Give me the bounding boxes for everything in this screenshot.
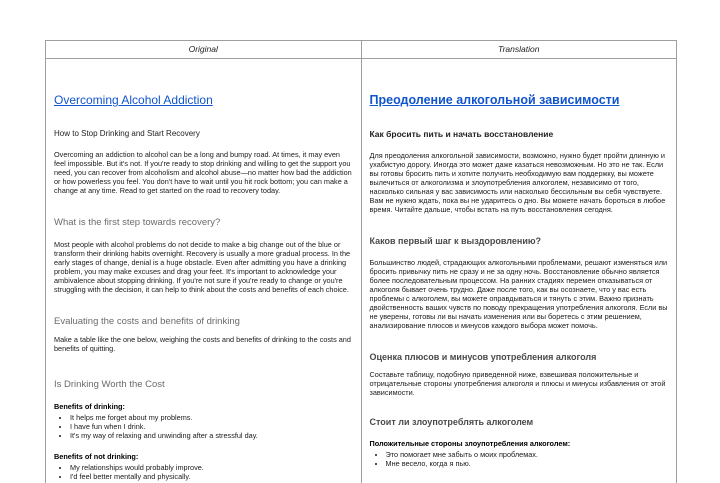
original-benefits-drinking-label: Benefits of drinking: xyxy=(54,402,125,411)
list-item: • My relationships would probably improve. xyxy=(70,463,353,472)
column-header-translation xyxy=(362,41,678,59)
translation-worth-heading: Стоит ли злоупотреблять алкоголем xyxy=(369,417,534,427)
list-item: • I have fun when I drink. xyxy=(70,422,353,431)
original-title-link[interactable]: Overcoming Alcohol Addiction xyxy=(54,93,213,107)
original-column xyxy=(46,59,362,483)
original-first-step-paragraph: Most people with alcohol problems do not decide to make a big change out of the blue or transform their drinking habits overnight. Recovery is usually a more gradual process. In the early stages of change, denial is a huge obstacle. Even after admitting you have a drinking problem, you may make excuses and drag your feet. It's important to acknowledge your ambivalence about stopping drinking. If you're not sure if you're ready to change or you're struggling with the decision, it can help to think about the costs and benefits of each choice. xyxy=(54,240,351,294)
translation-evaluating-paragraph: Составьте таблицу, подобную приведенной ниже, взвешивая положительные и отрицательные стороны употребления алкоголя и плюсы и минусы избавления от этой зависимости. xyxy=(369,370,666,397)
original-evaluating-heading: Evaluating the costs and benefits of drinking xyxy=(54,316,240,327)
list-item: • It's my way of relaxing and unwinding after a stressful day. xyxy=(70,431,353,440)
list-item: • Мне весело, когда я пью. xyxy=(386,459,669,468)
translation-benefits-drinking-list xyxy=(386,450,669,468)
original-evaluating-paragraph: Make a table like the one below, weighing the costs and benefits of drinking to the costs and benefits of quitting. xyxy=(54,335,351,353)
translation-first-step-heading: Каков первый шаг к выздоровлению? xyxy=(369,236,542,246)
translation-benefits-drinking-label: Положительные стороны злоупотребления алкоголем: xyxy=(369,439,571,448)
original-intro-paragraph: Overcoming an addiction to alcohol can be a long and bumpy road. At times, it may even feel impossible. But it's not. If you're ready to stop drinking and willing to get the support you need, you can recover from alcoholism and alcohol abuse—no matter how bad the addiction or how powerless you feel. You don't have to wait until you hit rock bottom; you can make a change at any time. Read to get started on the road to recovery today. xyxy=(54,150,352,195)
list-item: • Это помогает мне забыть о моих проблемах. xyxy=(386,450,669,459)
column-header-translation-label: Translation xyxy=(498,44,540,54)
list-item: • It helps me forget about my problems. xyxy=(70,413,353,422)
column-header-original xyxy=(46,41,362,59)
original-worth-heading: Is Drinking Worth the Cost xyxy=(54,379,165,390)
list-item: • I'd feel better mentally and physically. xyxy=(70,472,353,481)
translation-subtitle: Как бросить пить и начать восстановление xyxy=(369,129,554,139)
translation-evaluating-heading: Оценка плюсов и минусов употребления алкоголя xyxy=(369,352,597,362)
translation-column xyxy=(362,59,678,483)
column-header-original-label: Original xyxy=(188,44,218,54)
original-first-step-heading: What is the first step towards recovery? xyxy=(54,217,221,228)
original-benefits-not-drinking-label: Benefits of not drinking: xyxy=(54,452,139,461)
original-benefits-drinking-list xyxy=(70,413,353,440)
translation-title-link[interactable]: Преодоление алкогольной зависимости xyxy=(369,93,620,107)
translation-intro-paragraph: Для преодоления алкогольной зависимости, возможно, нужно будет пройти длинную и ухабистую дорогу. Иногда это может даже казаться невозможным. Но это не так. Если вы готовы бросить пить и хотите получить необходимую вам поддержку, вы можете вылечиться от алкоголизма и злоупотребления алкоголем, независимо от того, насколько сильная у вас зависимость или насколько бессильным вы себя чувствуете. Вам не нужно ждать, пока вы не ударитесь о дно. Вы можете начать бороться в любое время. Читайте дальше, чтобы встать на путь восстановления сегодня. xyxy=(369,151,666,214)
original-subtitle: How to Stop Drinking and Start Recovery xyxy=(54,129,200,138)
original-benefits-not-drinking-list xyxy=(70,463,353,481)
translation-table xyxy=(45,40,677,483)
translation-first-step-paragraph: Большинство людей, страдающих алкогольными проблемами, решают изменяться или бросить привычку пить не сразу и не за одну ночь. Восстановление обычно является более последовательным процессом. На ранних стадиях перемен отказываться от алкоголя бывает очень трудно. Даже после того, как вы осознаете, что у вас есть проблемы с алкоголем, вы можете оправдываться и тянуть с этим. Важно признать двойственность ваших чувств по поводу прекращения употребления алкоголя. Если вы не уверены, готовы ли вы начать изменения или вы боретесь с этим решением, анализирование плюсов и минусов каждого выбора может помочь. xyxy=(369,258,668,330)
